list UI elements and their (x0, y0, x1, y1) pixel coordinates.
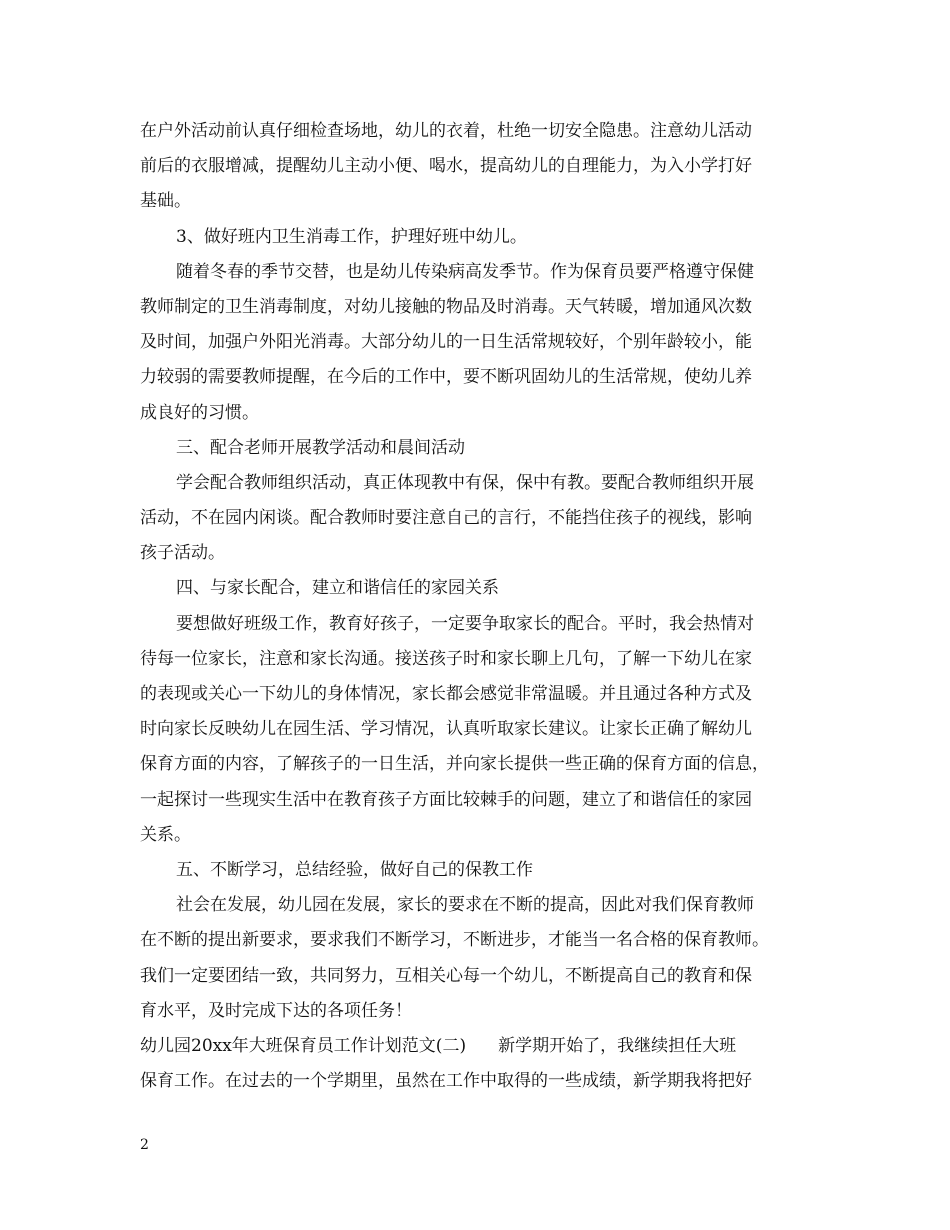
body-text-line: 一起探讨一些现实生活中在教育孩子方面比较棘手的问题，建立了和谐信任的家园 (140, 789, 752, 810)
body-text-line: 学会配合教师组织活动，真正体现教中有保，保中有教。要配合教师组织开展 (176, 472, 754, 493)
body-text-line: 保育方面的内容，了解孩子的一日生活，并向家长提供一些正确的保育方面的信息， (140, 754, 769, 775)
section-heading: 四、与家长配合，建立和谐信任的家园关系 (176, 578, 499, 599)
body-text-line: 及时间，加强户外阳光消毒。大部分幼儿的一日生活常规较好，个别年龄较小，能 (140, 332, 752, 353)
body-text-line: 成良好的习惯。 (140, 402, 259, 423)
document-title: 幼儿园20xx年大班保育员工作计划范文(二) (140, 1035, 467, 1056)
title-line (140, 1029, 812, 1064)
body-text-line: 社会在发展，幼儿园在发展，家长的要求在不断的提高，因此对我们保育教师 (176, 895, 754, 916)
body-text-line: 关系。 (140, 824, 191, 845)
body-text-line: 育水平，及时完成下达的各项任务！ (140, 1000, 412, 1021)
body-text-line: 待每一位家长，注意和家长沟通。接送孩子时和家长聊上几句，了解一下幼儿在家 (140, 648, 752, 669)
body-text-line: 在户外活动前认真仔细检查场地，幼儿的衣着，杜绝一切安全隐患。注意幼儿活动 (140, 121, 752, 141)
section-heading: 五、不断学习，总结经验，做好自己的保教工作 (176, 859, 533, 880)
body-text-line: 在不断的提出新要求，要求我们不断学习，不断进步，才能当一名合格的保育教师。 (140, 930, 769, 951)
body-text-line: 教师制定的卫生消毒制度，对幼儿接触的物品及时消毒。天气转暖，增加通风次数 (140, 296, 752, 317)
body-text-line: 保育工作。在过去的一个学期里，虽然在工作中取得的一些成绩，新学期我将把好 (140, 1071, 752, 1092)
body-text-line: 孩子活动。 (140, 543, 225, 564)
body-text-line: 随着冬春的季节交替，也是幼儿传染病高发季节。作为保育员要严格遵守保健 (176, 261, 754, 282)
body-text-line: 要想做好班级工作，教育好孩子，一定要争取家长的配合。平时，我会热情对 (176, 613, 754, 634)
body-text-line: 基础。 (140, 191, 191, 212)
section-heading: 三、配合老师开展教学活动和晨间活动 (176, 437, 465, 458)
document-body (140, 114, 812, 1099)
body-text-line: 前后的衣服增减，提醒幼儿主动小便、喝水，提高幼儿的自理能力，为入小学打好 (140, 156, 752, 177)
body-text-continuation: 新学期开始了，我继续担任大班 (498, 1035, 737, 1056)
body-text-line: 的表现或关心一下幼儿的身体情况，家长都会感觉非常温暖。并且通过各种方式及 (140, 684, 752, 704)
body-text-line: 活动，不在园内闲谈。配合教师时要注意自己的言行，不能挡住孩子的视线，影响 (140, 508, 752, 529)
body-text-line: 力较弱的需要教师提醒，在今后的工作中，要不断巩固幼儿的生活常规，使幼儿养 (140, 367, 752, 388)
body-text-line: 时向家长反映幼儿在园生活、学习情况，认真听取家长建议。让家长正确了解幼儿 (140, 719, 752, 740)
section-heading: 3、做好班内卫生消毒工作，护理好班中幼儿。 (176, 226, 527, 247)
page-number: 2 (140, 1137, 149, 1153)
body-text-line: 我们一定要团结一致，共同努力，互相关心每一个幼儿，不断提高自己的教育和保 (140, 965, 752, 986)
